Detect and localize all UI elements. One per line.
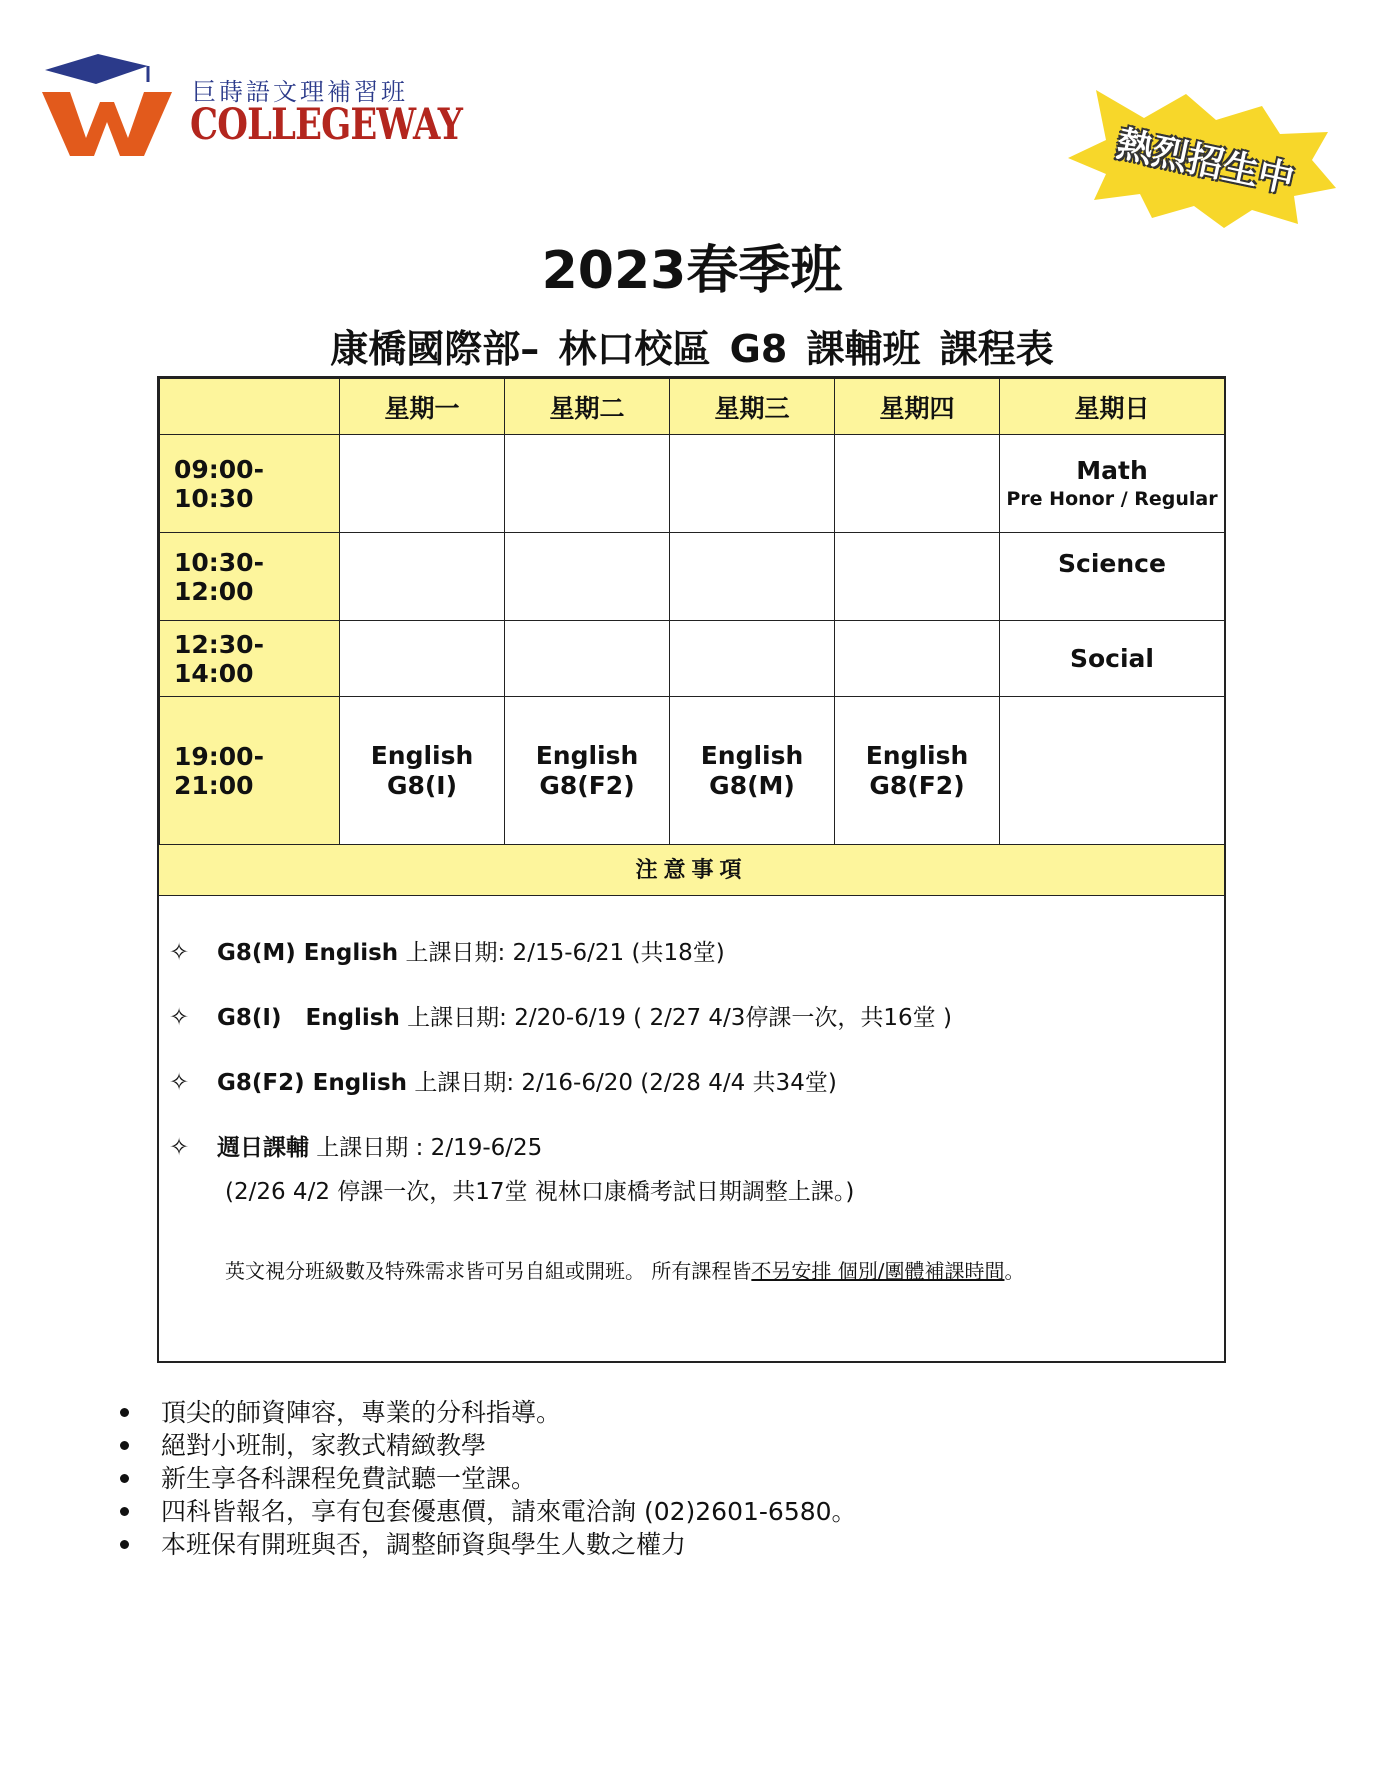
collegeway-logo [40,52,463,162]
note-text: 上課日期: 2/15-6/21 (共18堂) [398,940,725,966]
class-level: G8(F2) [539,770,635,800]
logo-english-name: COLLEGEWAY [190,100,463,150]
class-cell [1000,697,1225,845]
note-item [169,1064,837,1097]
class-cell [505,435,670,533]
table-row [160,697,1225,845]
four-point-star-icon: ✧ [169,1133,190,1161]
class-cell [340,435,505,533]
four-point-star-icon: ✧ [169,1003,190,1031]
list-item [120,1495,857,1528]
time-slot: 09:00-10:30 [160,435,340,533]
badge-text: 熱烈招生中 [1113,123,1298,202]
schedule-table [159,378,1225,845]
class-cell [340,697,505,845]
list-item-text: 頂尖的師資陣容，專業的分科指導。 [161,1398,562,1427]
schedule-panel [157,376,1226,1363]
note-class: 週日課輔 [217,1135,309,1161]
class-cell [340,621,505,697]
corner-cell [160,379,340,435]
note-continuation: (2/26 4/2 停課一次，共17堂 視林口康橋考試日期調整上課。) [225,1179,855,1205]
class-cell [505,533,670,621]
class-name: Math [1076,455,1148,485]
class-cell [835,533,1000,621]
page-subtitle: 康橋國際部– 林口校區 G8 課輔班 課程表 [330,327,1054,371]
list-item [120,1462,857,1495]
feature-list [120,1396,857,1561]
class-level: G8(I) [386,770,458,800]
class-name: English [865,740,969,770]
class-cell [670,435,835,533]
note-class: G8(F2) English [217,1070,408,1096]
fineprint-underlined: 不另安排 個別/團體補課時間 [751,1259,1005,1283]
class-name: Science [1058,549,1166,578]
table-row [160,533,1225,621]
note-item [169,1129,542,1162]
day-header-sun: 星期日 [1000,379,1225,435]
notes-heading: 注意事項 [159,844,1224,896]
list-item-text: 本班保有開班與否，調整師資與學生人數之權力 [161,1530,687,1559]
note-class: G8(M) English [217,940,399,966]
time-slot: 10:30-12:00 [160,533,340,621]
list-item [120,1396,857,1429]
time-slot: 19:00-21:00 [160,697,340,845]
class-level: Pre Honor / Regular [1006,487,1218,510]
class-cell [1000,435,1225,533]
note-text: 上課日期: 2/16-6/20 (2/28 4/4 共34堂) [407,1070,837,1096]
list-item [120,1429,857,1462]
logo-chinese-name: 巨蒔語文理補習班 [192,78,408,106]
class-cell [835,621,1000,697]
header-row [160,379,1225,435]
note-class: G8(I) English [217,1005,400,1031]
note-text: 上課日期: 2/20-6/19 ( 2/27 4/3停課一次，共16堂 ) [399,1005,952,1031]
class-name: English [370,740,474,770]
table-row [160,435,1225,533]
class-cell [670,621,835,697]
page-title: 2023春季班 [541,241,843,301]
list-item [120,1528,857,1561]
class-level: G8(M) [709,770,795,800]
enrollment-badge [1066,88,1338,230]
fineprint-text: 英文視分班級數及特殊需求皆可另自組或開班。 所有課程皆 [225,1259,752,1283]
table-row [160,621,1225,697]
time-slot: 12:30-14:00 [160,621,340,697]
class-level: G8(F2) [869,770,965,800]
day-header-wed: 星期三 [670,379,835,435]
class-cell [835,697,1000,845]
four-point-star-icon: ✧ [169,938,190,966]
class-cell [505,621,670,697]
class-cell [670,697,835,845]
four-point-star-icon: ✧ [169,1068,190,1096]
day-header-thu: 星期四 [835,379,1000,435]
list-item-text: 四科皆報名，享有包套優惠價，請來電洽詢 (02)2601-6580。 [161,1497,857,1526]
class-name: Social [1069,643,1154,673]
list-item-text: 新生享各科課程免費試聽一堂課。 [161,1464,537,1493]
note-item [169,934,725,967]
bullet-icon [120,1408,129,1417]
day-header-tue: 星期二 [505,379,670,435]
class-cell [505,697,670,845]
class-cell [835,435,1000,533]
class-cell [340,533,505,621]
bullet-icon [120,1507,129,1516]
class-cell [1000,621,1225,697]
graduation-cap-w-icon [40,52,190,162]
class-name: English [535,740,639,770]
fineprint-end: 。 [1004,1259,1025,1283]
class-cell [1000,533,1225,621]
note-item [169,999,952,1032]
fineprint [225,1255,1024,1284]
day-header-mon: 星期一 [340,379,505,435]
class-cell [670,533,835,621]
note-text: 上課日期 : 2/19-6/25 [309,1135,543,1161]
list-item-text: 絕對小班制，家教式精緻教學 [161,1431,487,1460]
bullet-icon [120,1540,129,1549]
bullet-icon [120,1474,129,1483]
class-name: English [700,740,804,770]
bullet-icon [120,1441,129,1450]
